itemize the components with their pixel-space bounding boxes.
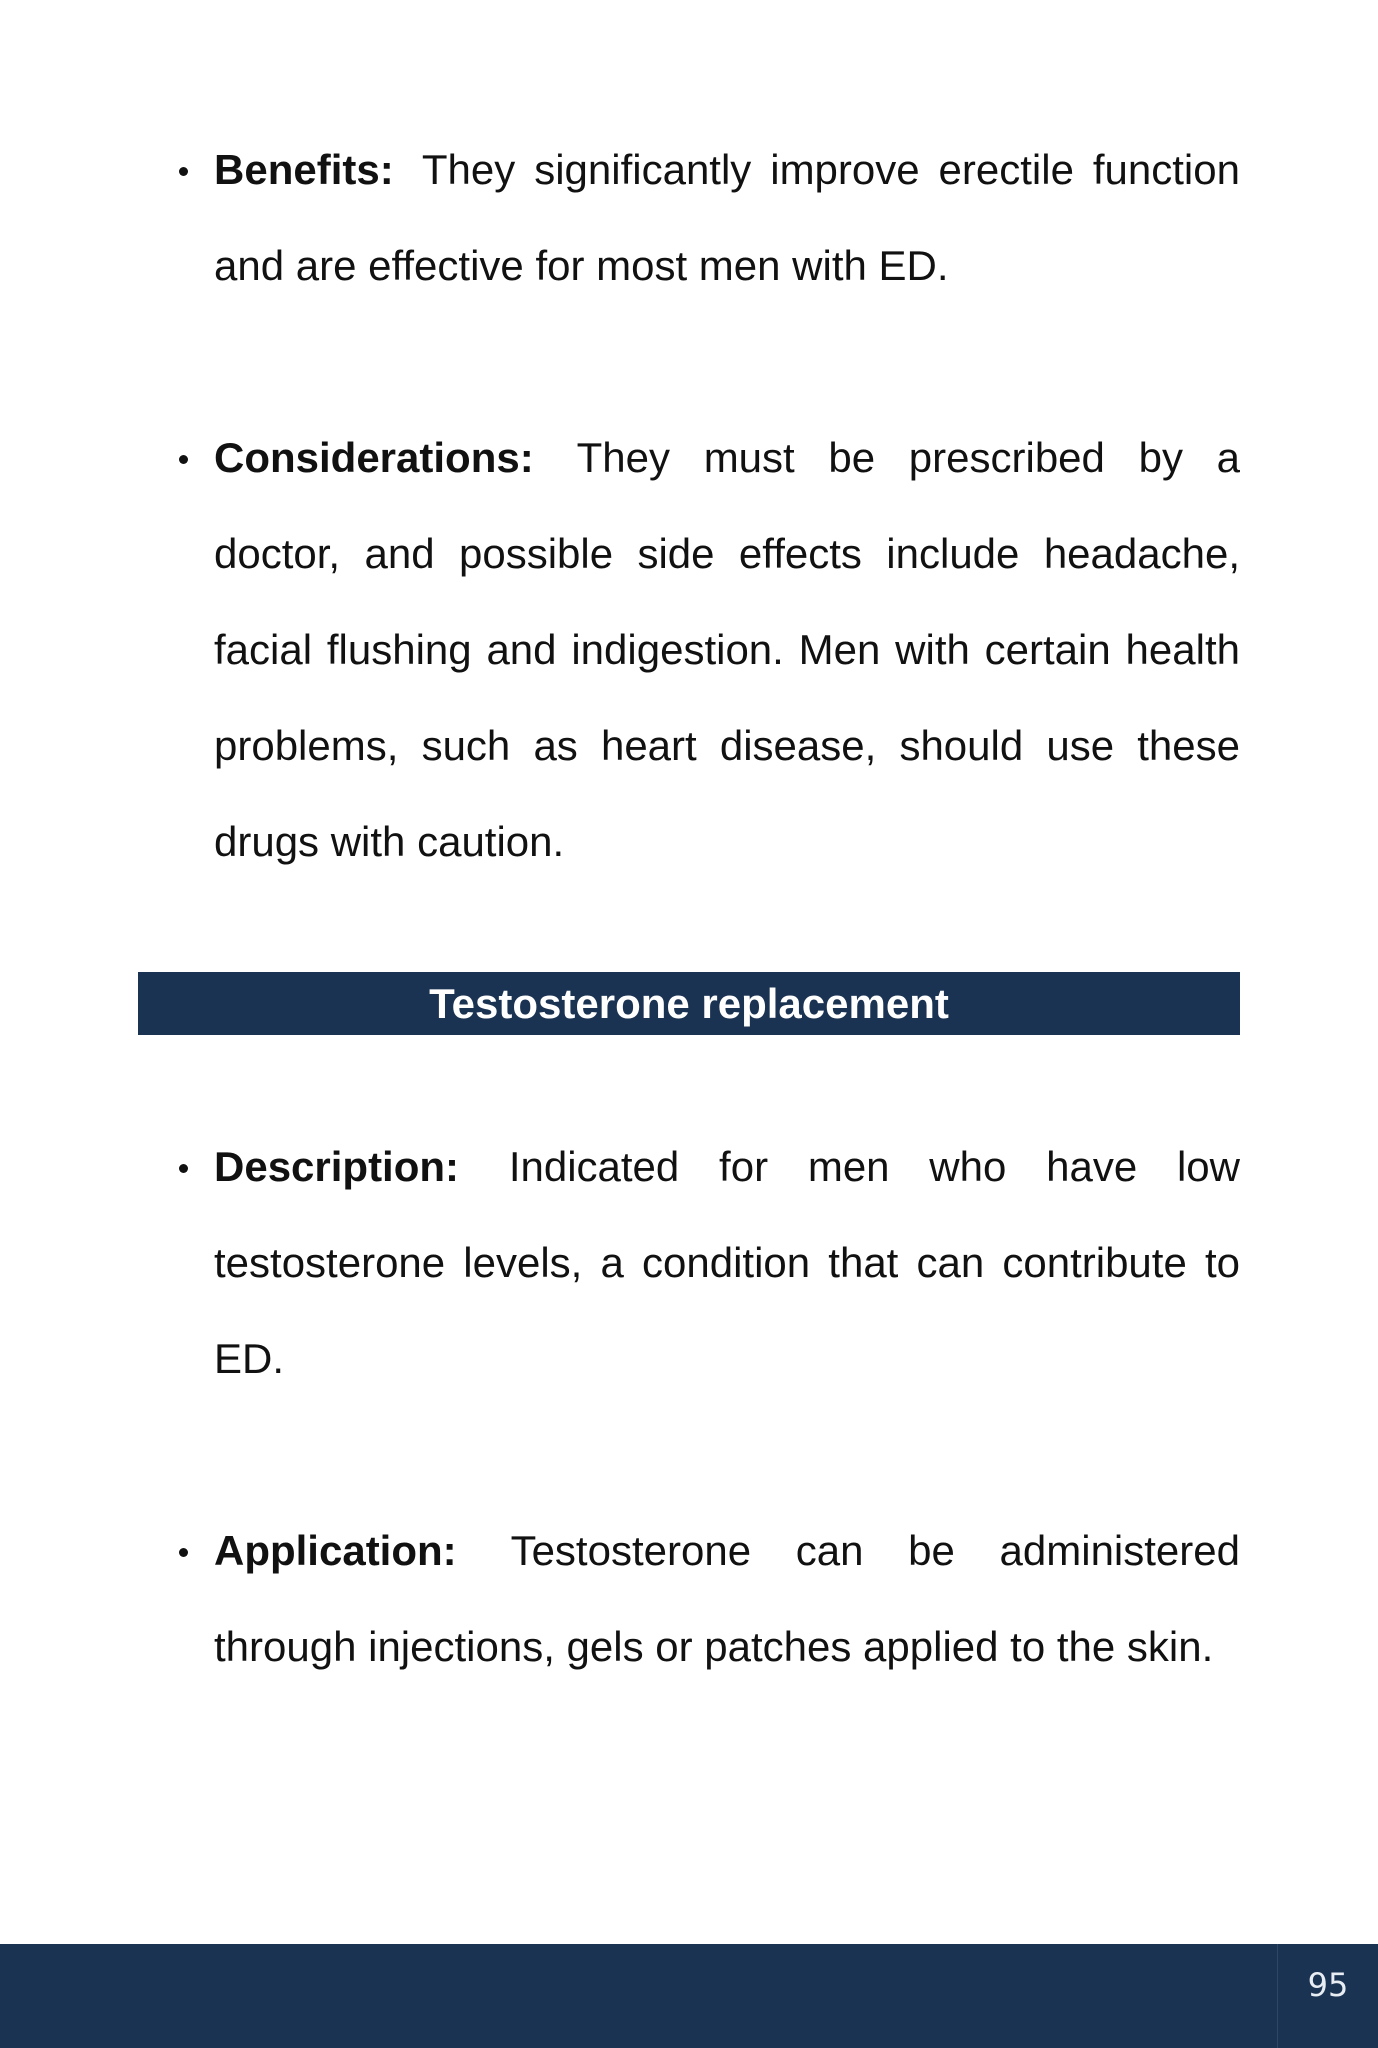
- application-term: Application:: [214, 1527, 457, 1574]
- benefits-considerations-list: [175, 122, 1240, 890]
- benefits-text: They significantly improve erectile function and are effective for most men with ED.: [214, 146, 1240, 289]
- considerations-term: Considerations:: [214, 434, 534, 481]
- benefits-term: Benefits:: [214, 146, 394, 193]
- application-bullet: [175, 1503, 1240, 1695]
- description-text: Indicated for men who have low testosterone levels, a condition that can contribute to ED.: [214, 1143, 1240, 1382]
- description-term: Description:: [214, 1143, 460, 1190]
- page-number: 95: [1277, 1944, 1378, 2048]
- considerations-text: They must be prescribed by a doctor, and possible side effects include headache, facial flushing and indigestion. Men with certain health problems, such as heart disease, should use these drugs with caution.: [214, 434, 1240, 865]
- application-text: Testosterone can be administered through injections, gels or patches applied to the skin.: [214, 1527, 1240, 1670]
- considerations-bullet: [175, 410, 1240, 890]
- benefits-bullet: [175, 122, 1240, 314]
- section-heading-bar: [138, 972, 1240, 1035]
- page-footer: [0, 1944, 1378, 2048]
- description-bullet: [175, 1119, 1240, 1407]
- testosterone-details-list: [175, 1119, 1240, 1695]
- section-heading: Testosterone replacement: [429, 980, 949, 1027]
